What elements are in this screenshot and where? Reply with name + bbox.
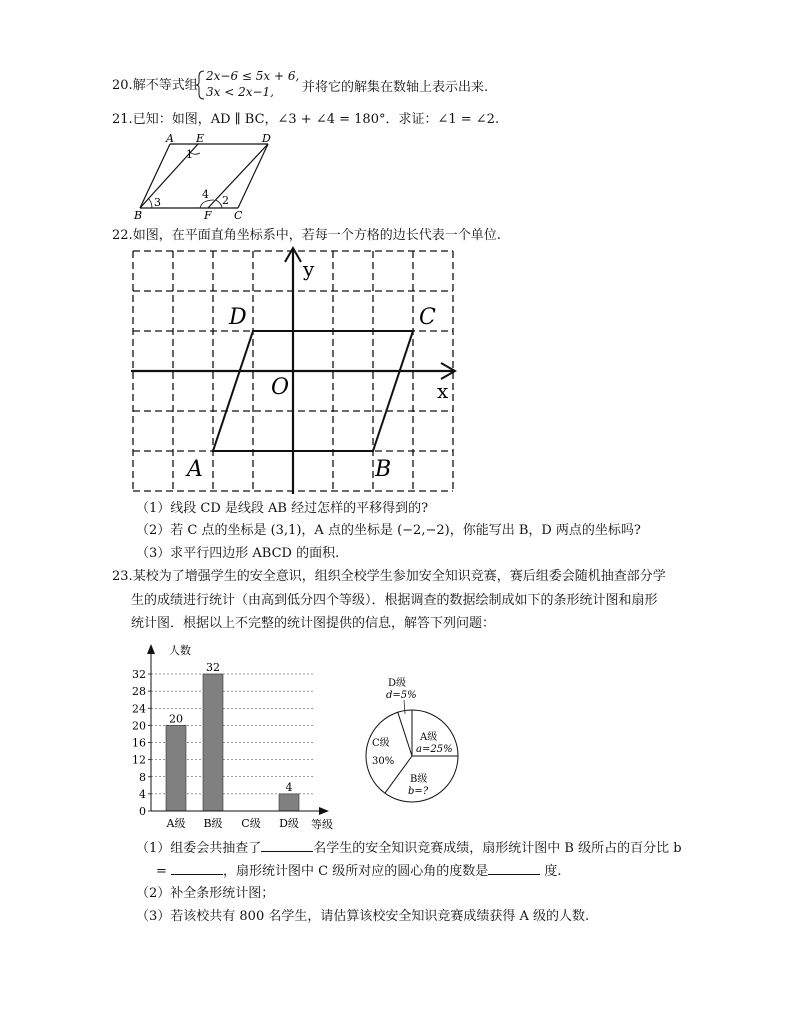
chart-x-arrow-icon (319, 807, 329, 815)
q22-coordinate-grid (125, 244, 470, 499)
q20-tail: 并将它的解集在数轴上表示出来. (302, 80, 489, 95)
pie-a-label: A级 (420, 732, 438, 743)
q23-text-2: 生的成绩进行统计（由高到低分四个等级）．根据调查的数据绘制成如下的条形统计图和扇形 (131, 593, 658, 608)
q21-angle-3: 3 (154, 196, 161, 209)
pie-chart (360, 672, 470, 832)
chart-y-arrow-icon (147, 644, 155, 654)
pie-c-label: C级 (372, 738, 390, 749)
q23-sub1-line1 (136, 840, 682, 857)
ytick-label: 20 (132, 719, 146, 733)
q21-label-d: D (262, 132, 271, 145)
q23-sub3: （3）若该校共有 800 名学生，请估算该校安全知识竞赛成绩获得 A 级的人数. (136, 909, 590, 924)
pie-d-label: D级 (388, 678, 407, 689)
ytick-label: 28 (132, 685, 146, 699)
q23-number: 23. (112, 569, 133, 584)
point-c-label: C (419, 305, 436, 330)
q21-angle-1: 1 (186, 148, 193, 161)
bar-chart (125, 640, 345, 840)
q23-sub1e: 度. (544, 864, 562, 879)
q22-sub2: （2）若 C 点的坐标是 (3,1)，A 点的坐标是 (−2,−2)，你能写出 B，D 两点的坐标吗? (136, 523, 641, 538)
q21-number: 21. (112, 112, 133, 127)
chart-data-labels (169, 661, 293, 794)
q21 (112, 112, 499, 128)
q22 (112, 228, 501, 244)
q20 (112, 78, 198, 94)
xtick-label: D级 (279, 817, 299, 830)
bar-1 (166, 725, 186, 811)
pie-b-label: B级 (410, 774, 428, 785)
q20-brace (196, 70, 206, 100)
q21-angle-2: 2 (222, 194, 229, 207)
x-axis-label: x (437, 379, 449, 403)
q22-sub3: （3）求平行四边形 ABCD 的面积. (136, 546, 340, 561)
bar-data-label: 4 (285, 780, 293, 794)
pie-c-value: 30% (372, 756, 395, 767)
q20-inequality-2: 3x < 2x−1, (206, 85, 274, 99)
q20-inequality-1: 2x−6 ≤ 5x + 6, (206, 69, 300, 83)
y-axis-label: y (303, 257, 315, 281)
bar-data-label: 20 (169, 712, 183, 726)
q20-number: 20. (112, 78, 133, 93)
pie-b-value: b=? (408, 786, 429, 797)
bar-2 (203, 674, 223, 811)
q23-para-1 (112, 569, 666, 585)
ytick-label: 12 (132, 753, 146, 767)
q23-sub1-line2 (156, 863, 562, 880)
q21-label-a: A (166, 132, 174, 145)
pie-d-value: d=5% (386, 690, 417, 701)
answer-blank-total[interactable] (261, 840, 313, 852)
q23-sub1a: （1）组委会共抽查了 (136, 841, 262, 856)
q22-number: 22. (112, 228, 133, 243)
q20-lead: 解不等式组 (132, 78, 198, 93)
chart-xticks (166, 817, 299, 830)
point-b-label: B (375, 457, 392, 482)
parallelogram-abcd (213, 331, 413, 451)
answer-blank-c-angle[interactable] (488, 863, 540, 875)
q23-sub1d: ，扇形统计图中 C 级所对应的圆心角的度数是 (223, 864, 489, 879)
ytick-label: 8 (139, 770, 146, 784)
chart-ylabel: 人数 (169, 644, 191, 657)
ytick-label: 4 (139, 787, 146, 801)
answer-blank-b-percent[interactable] (171, 863, 223, 875)
q21-label-c: C (234, 209, 243, 222)
q23-sub1b: 名学生的安全知识竞赛成绩，扇形统计图中 B 级所占的百分比 b (313, 841, 682, 856)
bar-4 (279, 794, 299, 811)
q21-label-b: B (134, 209, 143, 222)
q22-sub1: （1）线段 CD 是线段 AB 经过怎样的平移得到的? (136, 501, 429, 516)
q22-text: 如图，在平面直角坐标系中，若每一个方格的边长代表一个单位. (132, 228, 501, 243)
q21-label-e: E (196, 132, 205, 145)
q23-sub1c: = (156, 864, 167, 879)
origin-label: O (271, 375, 290, 400)
ytick-label: 24 (132, 702, 146, 716)
xtick-label: A级 (166, 817, 186, 830)
xtick-label: B级 (203, 817, 223, 830)
ytick-label: 32 (132, 668, 146, 681)
ytick-label: 0 (139, 805, 146, 818)
q23-sub2: （2）补全条形统计图； (136, 886, 275, 901)
q21-parallelogram-figure (130, 132, 280, 222)
xtick-label: C级 (241, 817, 261, 830)
q21-angle-4: 4 (202, 188, 209, 201)
q21-label-f: F (204, 209, 212, 222)
pie-a-value: a=25% (416, 744, 453, 755)
q23-text-3: 统计图．根据以上不完整的统计图提供的信息，解答下列问题： (131, 616, 496, 631)
q23-text-1: 某校为了增强学生的安全意识，组织全校学生参加安全知识竞赛，赛后组委会随机抽查部分学 (132, 569, 666, 584)
ytick-label: 16 (132, 736, 146, 750)
point-a-label: A (187, 457, 203, 482)
q21-text: 已知：如图，AD ∥ BC，∠3 + ∠4 = 180°．求证：∠1 = ∠2. (132, 112, 500, 127)
chart-xlabel: 等级 (311, 818, 333, 831)
bar-data-label: 32 (206, 661, 220, 674)
chart-yticks (132, 668, 151, 818)
point-d-label: D (229, 305, 247, 330)
